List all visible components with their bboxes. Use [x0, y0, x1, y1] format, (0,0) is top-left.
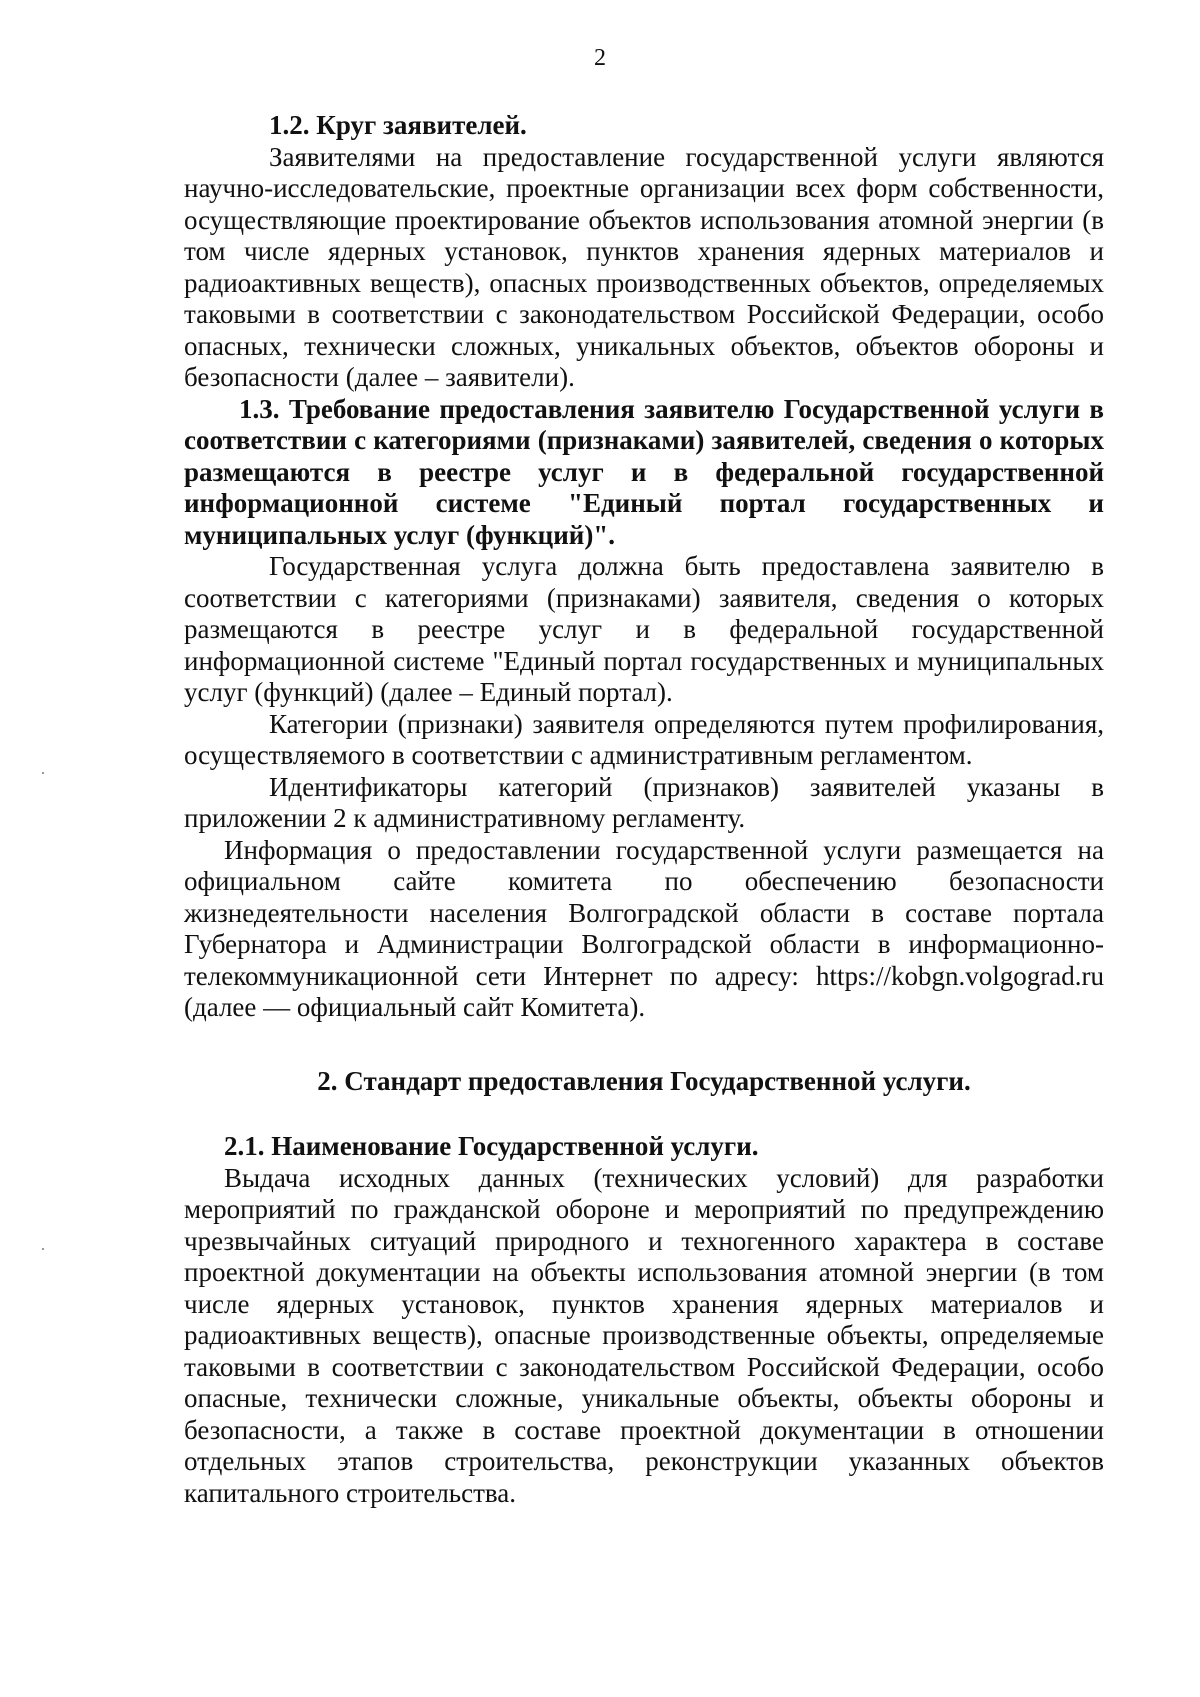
section-1-3-paragraph-2: Категории (признаки) заявителя определяются путем профилирования, осуществляемого в соответствии с административным регламентом.: [184, 708, 1104, 770]
page-number: 2: [594, 45, 606, 71]
section-1-2-body: Заявителями на предоставление государственной услуги являются научно-исследовательские, проектные организации всех форм собственности, осуществляющие проектирование объектов использования атомной энергии (в том числе ядерных установок, пунктов хранения ядерных материалов и радиоактивных веществ), опасных производственных объектов, определяемых таковыми в соответствии с законодательством Российской Федерации, особо опасных, технически сложных, уникальных объектов, объектов обороны и безопасности (далее – заявители).: [184, 141, 1104, 392]
scan-artifact: [42, 772, 44, 774]
section-1-3-paragraph-1: Государственная услуга должна быть предоставлена заявителю в соответствии с категориями (признаками) заявителя, сведения о которых размещаются в реестре услуг и в федеральной государственной информационной системе "Единый портал государственных и муниципальных услуг (функций) (далее – Единый портал).: [184, 551, 1104, 707]
document-body: [184, 110, 1104, 1509]
section-1-3-paragraph-3: Идентификаторы категорий (признаков) заявителей указаны в приложении 2 к административному регламенту.: [184, 771, 1104, 833]
scan-artifact: [42, 1248, 44, 1250]
section-1-3-paragraph-4: Информация о предоставлении государственной услуги размещается на официальном сайте комитета по обеспечению безопасности жизнедеятельности населения Волгоградской области в составе портала Губернатора и Администрации Волгоградской области в информационно-телекоммуникационной сети Интернет по адресу: https://kobgn.volgograd.ru (далее — официальный сайт Комитета).: [184, 834, 1104, 1022]
section-2-1-body: Выдача исходных данных (технических условий) для разработки мероприятий по гражданской обороне и мероприятий по предупреждению чрезвычайных ситуаций природного и техногенного характера в составе проектной документации на объекты использования атомной энергии (в том числе ядерных установок, пунктов хранения ядерных материалов и радиоактивных веществ), опасные производственные объекты, определяемые таковыми в соответствии с законодательством Российской Федерации, особо опасные, технически сложные, уникальные объекты, объекты обороны и безопасности, а также в составе проектной документации в отношении отдельных этапов строительства, реконструкции указанных объектов капитального строительства.: [184, 1162, 1104, 1508]
section-1-2-title: 1.2. Круг заявителей.: [269, 110, 527, 140]
section-2-title: 2. Стандарт предоставления Государственной услуги.: [317, 1065, 971, 1096]
section-1-3-title: 1.3. Требование предоставления заявителю Государственной услуги в соответствии с категориями (признаками) заявителей, сведения о которых размещаются в реестре услуг и в федеральной государственной информационной системе "Единый портал государственных и муниципальных услуг (функций)".: [184, 393, 1104, 550]
section-2-1-title: 2.1. Наименование Государственной услуги.: [224, 1131, 759, 1161]
